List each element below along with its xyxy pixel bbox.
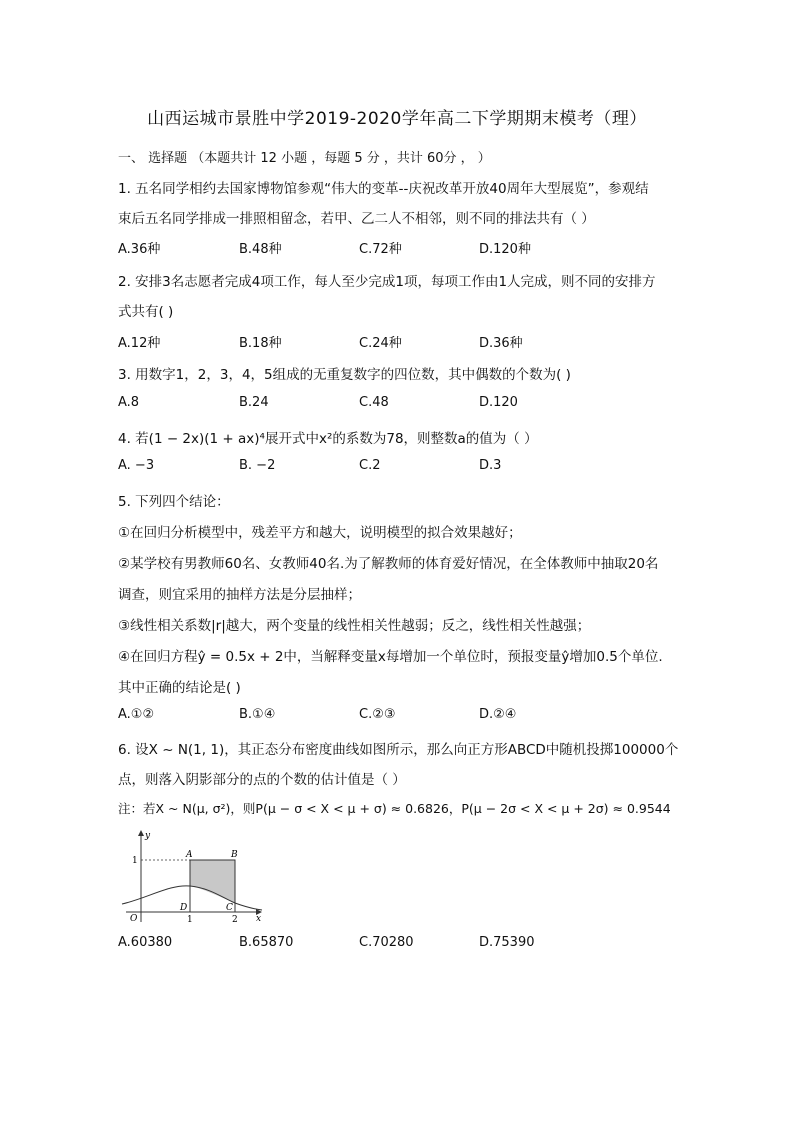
q1-option-d: D.120种 xyxy=(479,242,531,257)
q2-line1: 2. 安排3名志愿者完成4项工作，每人至少完成1项，每项工作由1人完成，则不同的安排方 xyxy=(118,274,656,290)
q5-statement-3: ③线性相关系数|r|越大，两个变量的线性相关性越弱；反之，线性相关性越强； xyxy=(118,618,591,634)
q1-line1: 1. 五名同学相约去国家博物馆参观“伟大的变革--庆祝改革开放40周年大型展览”，参观结 xyxy=(118,181,649,197)
q6-note: 注：若X ~ N(μ, σ²)，则P(μ − σ < X < μ + σ) ≈ 0.6826，P(μ − 2σ < X < μ + 2σ) ≈ 0.9544 xyxy=(118,801,671,816)
label-y-axis: y xyxy=(145,831,151,841)
label-point-d: D xyxy=(180,903,188,913)
normal-curve-figure xyxy=(118,826,268,924)
q6-option-a: A.60380 xyxy=(118,935,173,950)
label-point-b: B xyxy=(231,850,238,860)
q5-line1: 5. 下列四个结论： xyxy=(118,494,230,510)
q5-option-d: D.②④ xyxy=(479,707,517,722)
q2-option-b: B.18种 xyxy=(239,336,282,351)
q5-statement-1: ①在回归分析模型中，残差平方和越大，说明模型的拟合效果越好； xyxy=(118,525,522,541)
y-axis-arrow xyxy=(138,830,144,836)
q4-option-d: D.3 xyxy=(479,458,502,473)
q2-option-a: A.12种 xyxy=(118,336,161,351)
q6-option-b: B.65870 xyxy=(239,935,294,950)
q3-option-a: A.8 xyxy=(118,395,140,410)
q3-option-d: D.120 xyxy=(479,395,518,410)
label-tick-x1: 1 xyxy=(187,915,193,924)
q2-option-d: D.36种 xyxy=(479,336,523,351)
q5-statement-4: ④在回归方程ŷ = 0.5x + 2中，当解释变量x每增加一个单位时，预报变量ŷ增加0.5个单位. xyxy=(118,649,663,665)
q4-line1: 4. 若(1 − 2x)(1 + ax)⁴展开式中x²的系数为78，则整数a的值为（ ） xyxy=(118,431,538,447)
q6-line1: 6. 设X ~ N(1, 1)，其正态分布密度曲线如图所示，那么向正方形ABCD中随机投掷100000个 xyxy=(118,742,679,758)
q3-option-b: B.24 xyxy=(239,395,269,410)
exam-title: 山西运城市景胜中学2019-2020学年高二下学期期末模考（理） xyxy=(147,109,647,129)
q2-option-c: C.24种 xyxy=(359,336,402,351)
density-curve xyxy=(122,886,262,910)
q1-line2: 束后五名同学排成一排照相留念，若甲、乙二人不相邻，则不同的排法共有（ ） xyxy=(118,211,595,227)
q5-option-b: B.①④ xyxy=(239,707,276,722)
q1-option-c: C.72种 xyxy=(359,242,402,257)
q3-line1: 3. 用数字1，2，3，4，5组成的无重复数字的四位数，其中偶数的个数为( ) xyxy=(118,367,571,383)
label-tick-x2: 2 xyxy=(232,915,238,924)
label-point-a: A xyxy=(186,850,193,860)
section-heading: 一、 选择题 （本题共计 12 小题 ，每题 5 分 ，共计 60分 ， ） xyxy=(118,151,491,166)
label-origin: O xyxy=(130,914,138,924)
q5-statement-2a: ②某学校有男教师60名、女教师40名.为了解教师的体育爱好情况，在全体教师中抽取20名 xyxy=(118,556,659,572)
q4-option-a: A. −3 xyxy=(118,458,155,473)
q4-option-b: B. −2 xyxy=(239,458,276,473)
q5-option-a: A.①② xyxy=(118,707,155,722)
q6-line2: 点，则落入阴影部分的点的个数的估计值是（ ） xyxy=(118,772,406,788)
q4-option-c: C.2 xyxy=(359,458,381,473)
q2-line2: 式共有( ) xyxy=(118,304,174,320)
q6-option-d: D.75390 xyxy=(479,935,535,950)
q5-option-c: C.②③ xyxy=(359,707,396,722)
shaded-region xyxy=(190,860,235,903)
q6-option-c: C.70280 xyxy=(359,935,414,950)
label-x-axis: x xyxy=(256,914,262,924)
label-tick-y1: 1 xyxy=(132,856,138,866)
q1-option-a: A.36种 xyxy=(118,242,161,257)
label-point-c: C xyxy=(226,903,233,913)
q5-statement-2b: 调查，则宜采用的抽样方法是分层抽样； xyxy=(118,587,361,603)
q3-option-c: C.48 xyxy=(359,395,389,410)
q5-line-end: 其中正确的结论是( ) xyxy=(118,680,241,696)
q1-option-b: B.48种 xyxy=(239,242,282,257)
